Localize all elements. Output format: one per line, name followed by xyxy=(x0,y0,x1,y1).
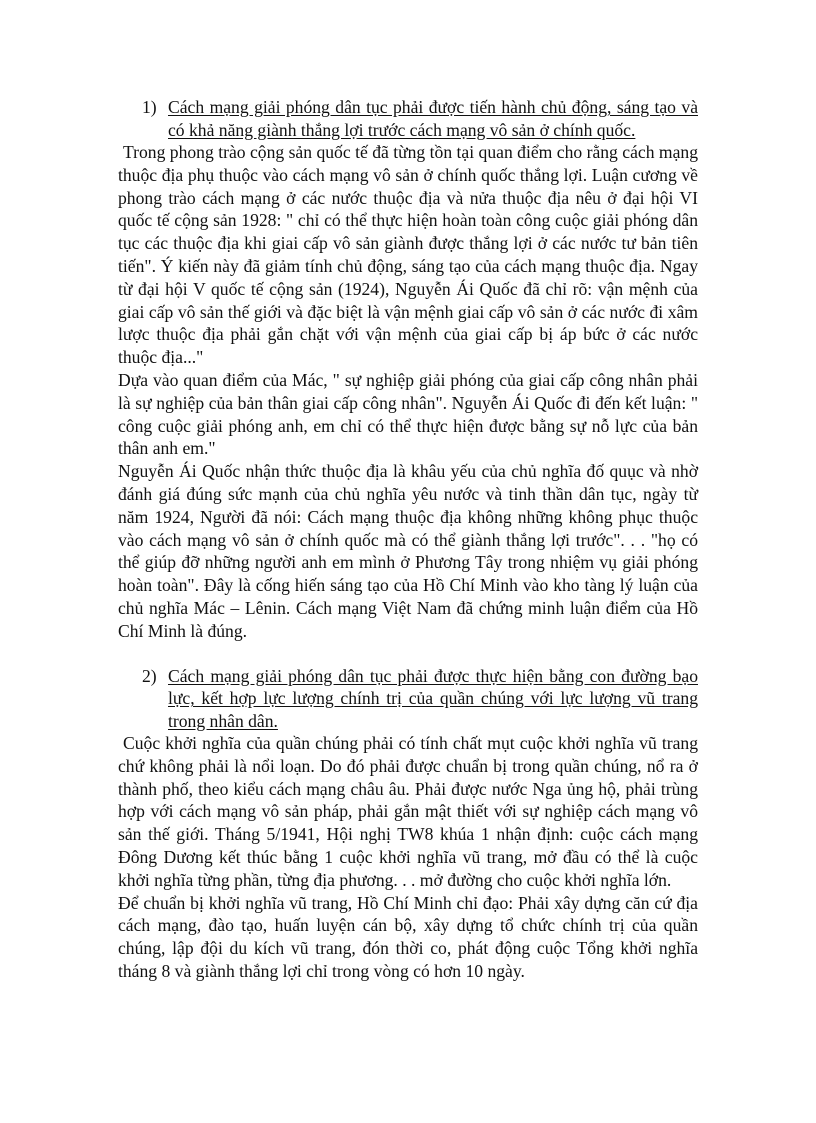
section-1-number: 1) xyxy=(142,97,157,117)
section-2-heading xyxy=(118,665,698,733)
section-2-paragraph: Cuộc khởi nghĩa của quần chúng phải có tính chất mụt cuộc khởi nghĩa vũ trang chứ không phải là nổi loạn. Do đó phải được chuẩn bị trong quần chúng, nổ ra ở thành phố, theo kiểu cách mạng châu âu. Phải được nước Nga ủng hộ, phải trùng hợp với cách mạng vô sản pháp, phải gắn mật thiết với sự nghiệp cách mạng vô sản thế giới. Tháng 5/1941, Hội nghị TW8 khúa 1 nhận định: cuộc cách mạng Đông Dương kết thúc bằng 1 cuộc khởi nghĩa vũ trang, mở đầu có thể là cuộc khởi nghĩa từng phần, từng địa phương. . . mở đường cho cuộc khởi nghĩa lớn. xyxy=(118,733,698,890)
section-2-number: 2) xyxy=(142,665,157,686)
document-page xyxy=(118,96,698,983)
section-1-paragraph: Nguyễn Ái Quốc nhận thức thuộc địa là khâu yếu của chủ nghĩa đố quục và nhờ đánh giá đúng sức mạnh của chủ nghĩa yêu nước và tinh thần dân tục, ngày từ năm 1924, Người đã nói: Cách mạng thuộc địa không những không phục thuộc vào cách mạng vô sản ở chính quốc mà có thể giành thắng lợi trước". . . "họ có thể giúp đỡ những người anh em mình ở Phương Tây trong nhiệm vụ giải phóng hoàn toàn". Đây là cống hiến sáng tạo của Hồ Chí Minh vào kho tàng lý luận của chủ nghĩa Mác – Lênin. Cách mạng Việt Nam đã chứng minh luận điểm của Hồ Chí Minh là đúng. xyxy=(118,461,698,641)
section-1-heading xyxy=(118,96,698,141)
section-spacer xyxy=(118,643,698,665)
section-1-paragraph: Trong phong trào cộng sản quốc tế đã từng tồn tại quan điểm cho rằng cách mạng thuộc địa phụ thuộc vào cách mạng vô sản ở chính quốc thắng lợi. Luận cương về phong trào cách mạng ở các nước thuộc địa và nửa thuộc địa nêu ở đại hội VI quốc tế cộng sản 1928: " chỉ có thể thực hiện hoàn toàn công cuộc giải phóng dân tục các thuộc địa khi giai cấp vô sản giành được thắng lợi ở các nước tư bản tiên tiến". Ý kiến này đã giảm tính chủ động, sáng tạo của cách mạng thuộc địa. Ngay từ đại hội V quốc tế cộng sản (1924), Nguyễn Ái Quốc đã chỉ rõ: vận mệnh của giai cấp vô sản thế giới và đặc biệt là vận mệnh giai cấp vô sản ở các nước đi xâm lược thuộc địa phải gắn chặt với vận mệnh của giai cấp bị áp bức ở các nước thuộc địa..." xyxy=(118,142,698,368)
section-1-title: Cách mạng giải phóng dân tục phải được tiến hành chủ động, sáng tạo và có khả năng giành thắng lợi trước cách mạng vô sản ở chính quốc. xyxy=(168,97,698,140)
section-2-paragraph: Để chuẩn bị khởi nghĩa vũ trang, Hồ Chí Minh chỉ đạo: Phải xây dựng căn cứ địa cách mạng, đào tạo, huấn luyện cán bộ, xây dựng tổ chức chính trị của quần chúng, lập đội du kích vũ trang, đón thời co, phát động cuộc Tổng khởi nghĩa tháng 8 và giành thắng lợi chỉ trong vòng có hơn 10 ngày. xyxy=(118,892,698,981)
section-1-paragraph: Dựa vào quan điểm của Mác, " sự nghiệp giải phóng của giai cấp công nhân phải là sự nghiệp của bản thân giai cấp công nhân". Nguyễn Ái Quốc đi đến kết luận: " công cuộc giải phóng anh, em chỉ có thể thực hiện được bằng sự nỗ lực của bản thân anh em." xyxy=(118,369,698,459)
section-2-title: Cách mạng giải phóng dân tục phải được thực hiện bằng con đường bạo lực, kết hợp lực lượng chính trị của quần chúng với lực lượng vũ trang trong nhân dân. xyxy=(168,665,698,731)
